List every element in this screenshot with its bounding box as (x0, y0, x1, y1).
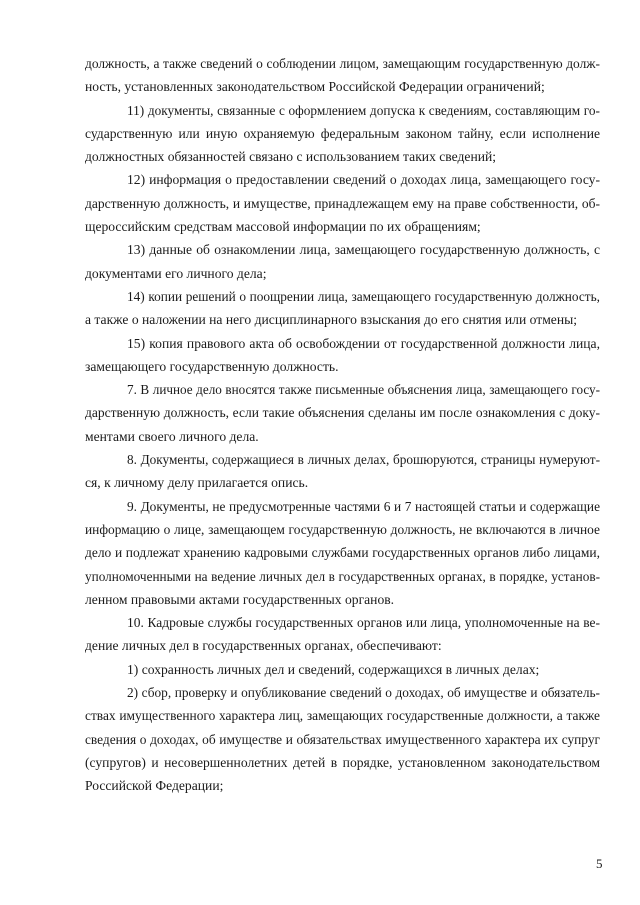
text-line: а также о наложении на него дисциплинарного взыскания до его снятия или отмены; (85, 312, 578, 328)
text-line: документами его личного дела; (85, 265, 267, 281)
text-line: дение личных дел в государственных органах, обеспечивают: (85, 638, 442, 654)
text-line: ствах имущественного характера лиц, замещающих государственные должности, а также (85, 708, 600, 724)
text-line: уполномоченными на ведение личных дел в государственных органах, в порядке, установ- (85, 568, 600, 584)
text-line: дело и подлежат хранению кадровыми службами государственных органов либо лицами, (85, 545, 600, 561)
text-line: 2) сбор, проверку и опубликование сведений о доходах, об имуществе и обязатель- (127, 685, 600, 701)
text-line: ность, установленных законодательством Российской Федерации ограничений; (85, 79, 545, 95)
text-line: 8. Документы, содержащиеся в личных делах, брошюруются, страницы нумеруют- (127, 452, 600, 468)
document-body (85, 52, 600, 798)
page-number: 5 (596, 856, 603, 871)
text-line: 7. В личное дело вносятся также письменные объяснения лица, замещающего госу- (127, 382, 600, 398)
text-line: замещающего государственную должность. (85, 358, 339, 374)
text-line: 13) данные об ознакомлении лица, замещающего государственную должность, с (127, 242, 600, 258)
text-line: должность, а также сведений о соблюдении лицом, замещающим государственную долж- (85, 56, 600, 71)
text-line: ленном правовыми актами государственных органов. (85, 591, 395, 607)
text-line: 15) копия правового акта об освобождении от государственной должности лица, (127, 335, 600, 351)
text-line: сведения о доходах, об имуществе и обязательствах имущественного характера их супруг (85, 731, 600, 747)
text-line: ментами своего личного дела. (85, 428, 259, 444)
text-line: дарственную должность, если такие объяснения сделаны им после ознакомления с доку- (85, 405, 600, 421)
text-line: 1) сохранность личных дел и сведений, содержащихся в личных делах; (127, 661, 540, 677)
text-line: щероссийским средствам массовой информации по их обращениям; (85, 219, 481, 235)
text-line: 14) копии решений о поощрении лица, замещающего государственную должность, (127, 288, 600, 304)
text-line: 9. Документы, не предусмотренные частями 6 и 7 настоящей статьи и содержащие (127, 498, 600, 514)
text-line: (супругов) и несовершеннолетних детей в порядке, установленном законодательством (85, 754, 600, 770)
text-line: должностных обязанностей связано с использованием таких сведений; (85, 149, 497, 165)
text-line: 10. Кадровые службы государственных органов или лица, уполномоченные на ве- (127, 615, 600, 631)
text-line: информацию о лице, замещающем государственную должность, не включаются в личное (85, 521, 600, 537)
text-line: сударственную или иную охраняемую федеральным законом тайну, если исполнение (85, 125, 600, 141)
text-line: Российской Федерации; (85, 778, 224, 794)
text-line: ся, к личному делу прилагается опись. (85, 475, 309, 491)
text-line: дарственную должность, и имуществе, принадлежащем ему на праве собственности, об- (85, 195, 600, 211)
text-line: 11) документы, связанные с оформлением допуска к сведениям, составляющим го- (127, 102, 600, 118)
text-line: 12) информация о предоставлении сведений о доходах лица, замещающего госу- (127, 172, 600, 188)
